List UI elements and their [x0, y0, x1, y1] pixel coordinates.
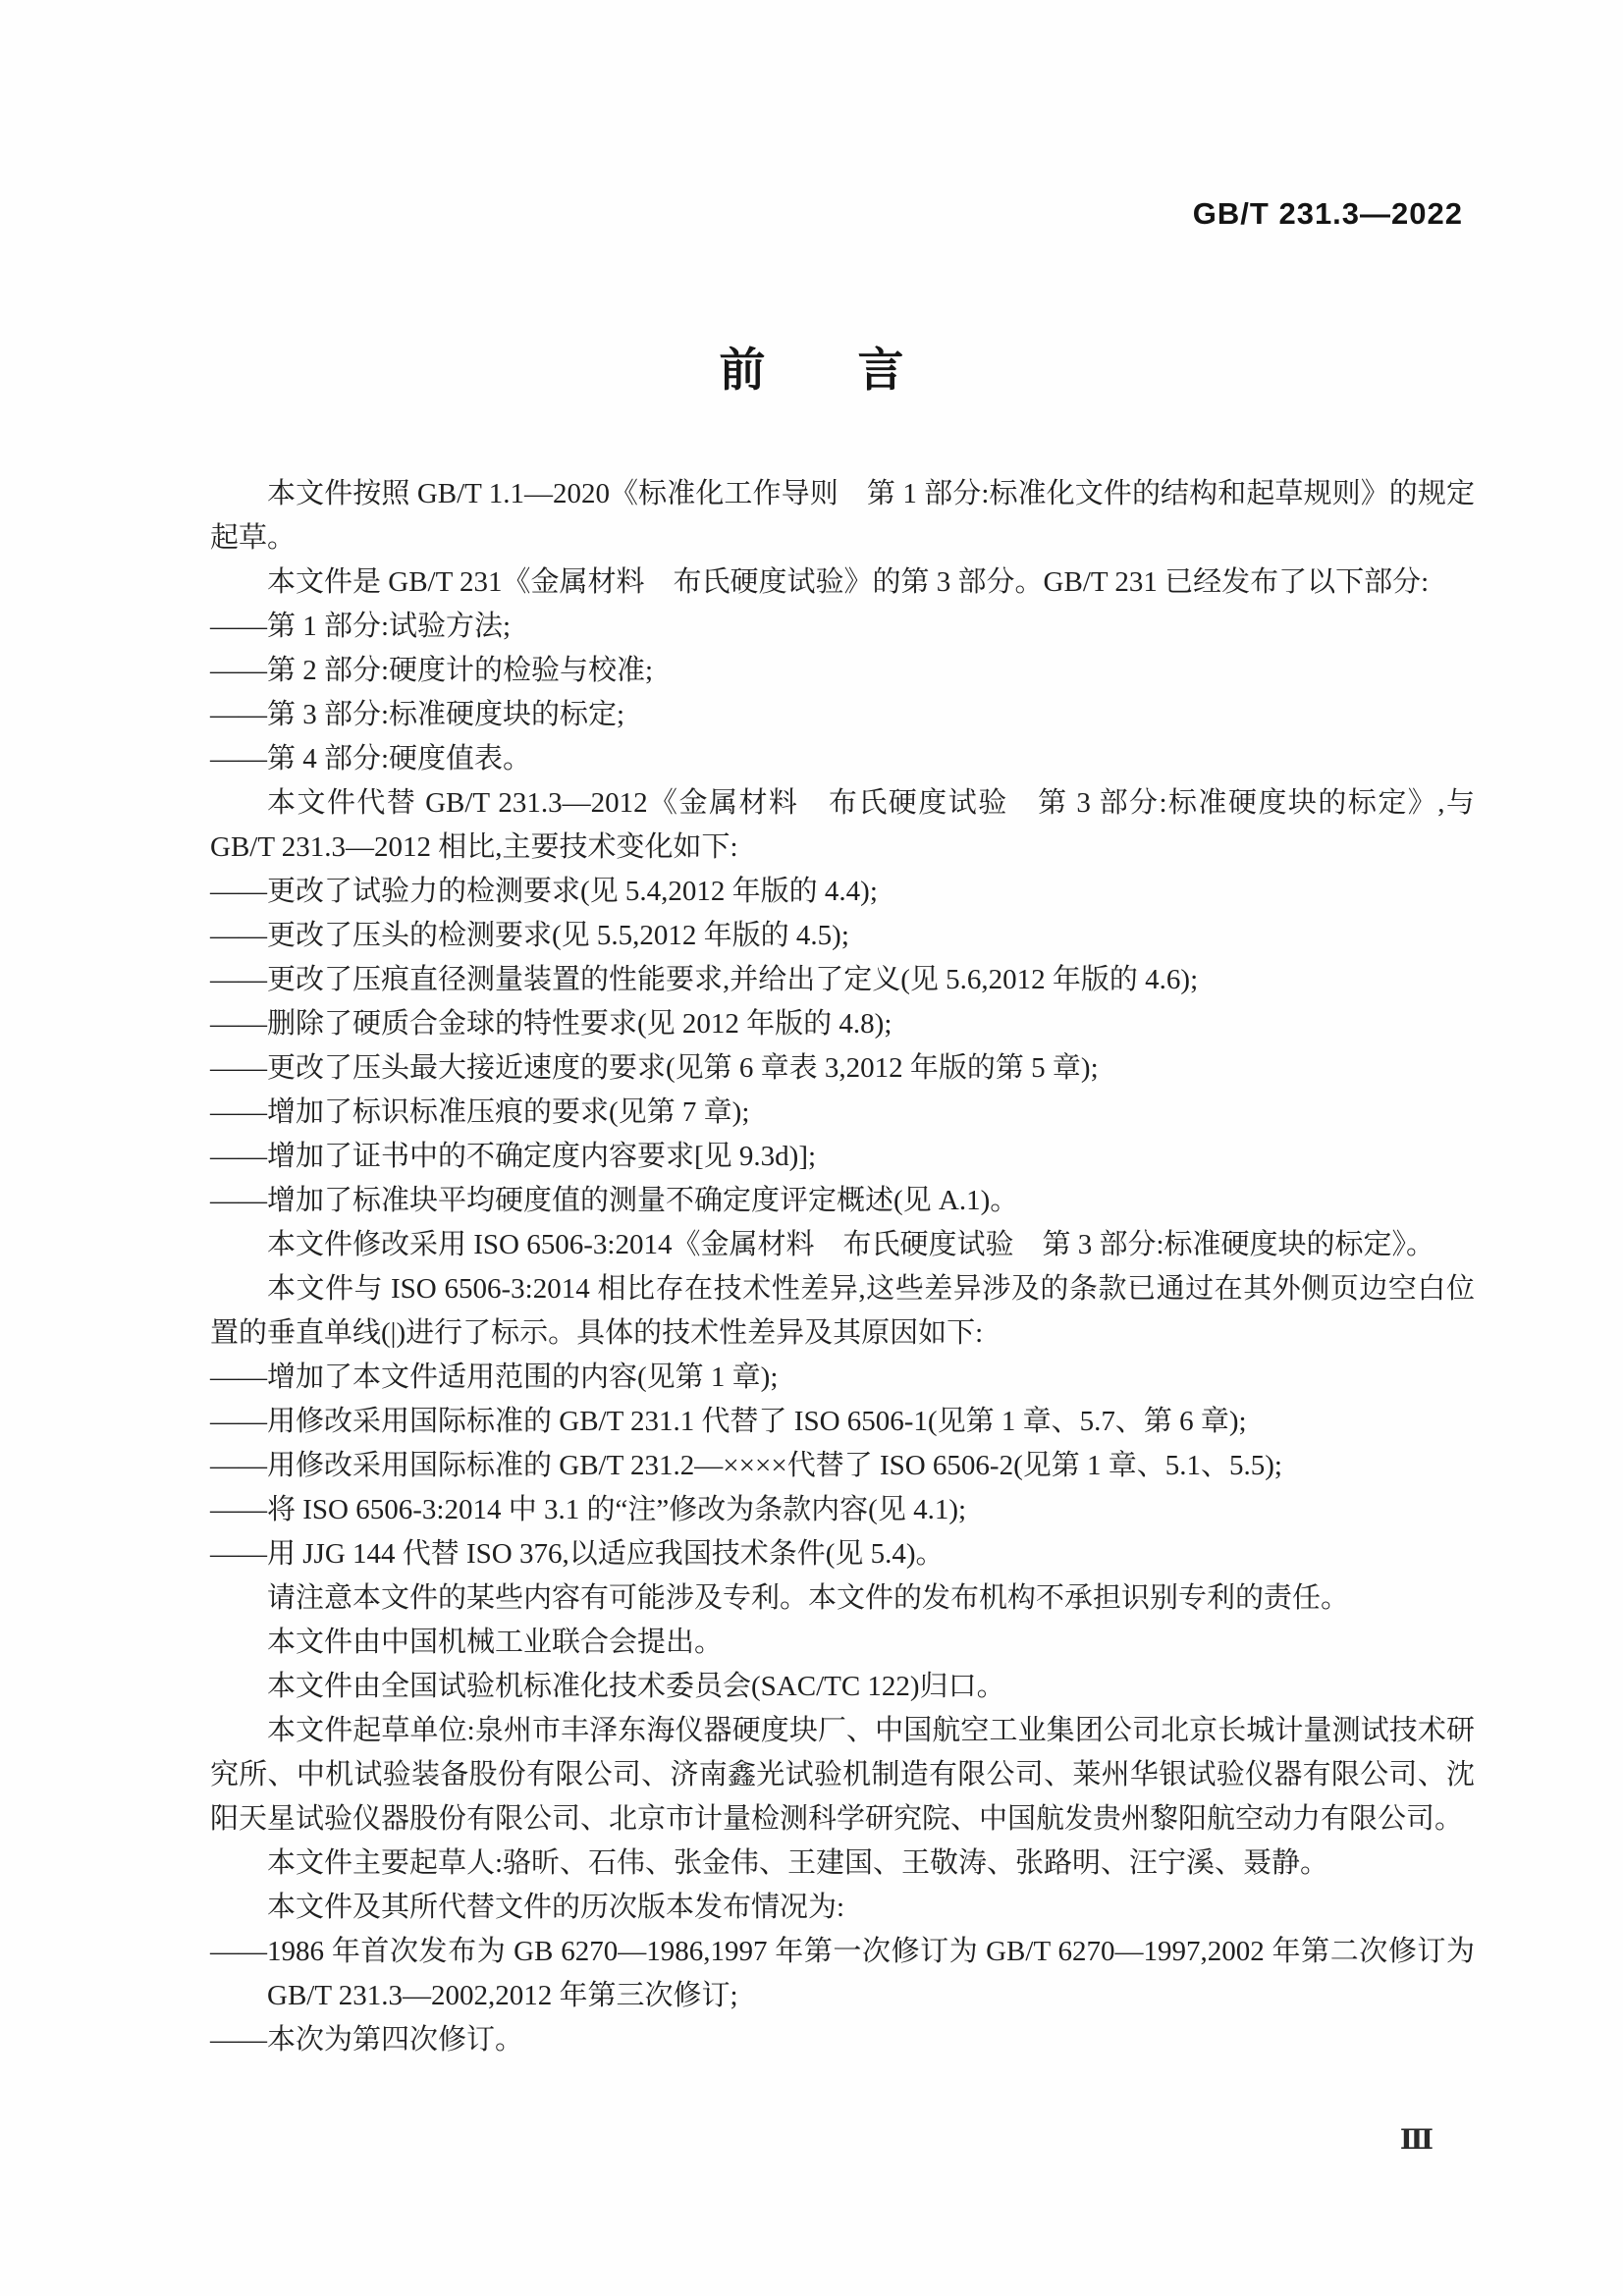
foreword-list-item: ——更改了压头最大接近速度的要求(见第 6 章表 3,2012 年版的第 5 章); [210, 1052, 1099, 1084]
standard-code: GB/T 231.3—2022 [1192, 196, 1463, 231]
foreword-list-item: ——用修改采用国际标准的 GB/T 231.2—××××代替了 ISO 6506-2(见第 1 章、5.1、5.5); [210, 1450, 1282, 1481]
foreword-list-item: ——1986 年首次发布为 GB 6270—1986,1997 年第一次修订为 GB/T 6270—1997,2002 年第二次修订为 GB/T 231.3—2002,2012 年第三次修订; [210, 1936, 1475, 2011]
page-title: 前 言 [719, 344, 904, 396]
foreword-list-item: ——增加了标识标准压痕的要求(见第 7 章); [210, 1096, 750, 1128]
foreword-list-item: ——用修改采用国际标准的 GB/T 231.1 代替了 ISO 6506-1(见第 1 章、5.7、第 6 章); [210, 1406, 1247, 1437]
foreword-paragraph: 本文件代替 GB/T 231.3—2012《金属材料 布氏硬度试验 第 3 部分:标准硬度块的标定》,与 GB/T 231.3—2012 相比,主要技术变化如下: [210, 787, 1475, 863]
foreword-list-item: ——第 1 部分:试验方法; [210, 611, 512, 642]
foreword-paragraph: 本文件起草单位:泉州市丰泽东海仪器硬度块厂、中国航空工业集团公司北京长城计量测试技术研究所、中机试验装备股份有限公司、济南鑫光试验机制造有限公司、莱州华银试验仪器有限公司、沈阳天星试验仪器股份有限公司、北京市计量检测科学研究院、中国航发贵州黎阳航空动力有限公司。 [210, 1715, 1475, 1835]
foreword-paragraph: 请注意本文件的某些内容有可能涉及专利。本文件的发布机构不承担识别专利的责任。 [267, 1582, 1350, 1614]
foreword-list-item: ——第 2 部分:硬度计的检验与校准; [210, 655, 654, 686]
foreword-paragraph: 本文件是 GB/T 231《金属材料 布氏硬度试验》的第 3 部分。GB/T 231 已经发布了以下部分: [267, 566, 1430, 598]
foreword-body [210, 472, 1475, 2062]
foreword-list-item: ——更改了压痕直径测量装置的性能要求,并给出了定义(见 5.6,2012 年版的 4.6); [210, 964, 1199, 995]
foreword-list-item: ——增加了本文件适用范围的内容(见第 1 章); [210, 1362, 779, 1393]
foreword-paragraph: 本文件修改采用 ISO 6506-3:2014《金属材料 布氏硬度试验 第 3 部分:标准硬度块的标定》。 [267, 1229, 1435, 1260]
foreword-paragraph: 本文件按照 GB/T 1.1—2020《标准化工作导则 第 1 部分:标准化文件的结构和起草规则》的规定起草。 [210, 478, 1475, 554]
foreword-list-item: ——删除了硬质合金球的特性要求(见 2012 年版的 4.8); [210, 1008, 893, 1040]
foreword-list-item: ——将 ISO 6506-3:2014 中 3.1 的“注”修改为条款内容(见 4.1); [210, 1494, 967, 1525]
foreword-paragraph: 本文件及其所代替文件的历次版本发布情况为: [267, 1892, 845, 1923]
page-number: Ⅲ [1399, 2125, 1434, 2156]
foreword-list-item: ——增加了证书中的不确定度内容要求[见 9.3d)]; [210, 1141, 817, 1172]
foreword-list-item: ——更改了试验力的检测要求(见 5.4,2012 年版的 4.4); [210, 876, 878, 907]
foreword-list-item: ——本次为第四次修订。 [210, 2024, 524, 2056]
foreword-list-item: ——更改了压头的检测要求(见 5.5,2012 年版的 4.5); [210, 920, 849, 951]
foreword-list-item: ——用 JJG 144 代替 ISO 376,以适应我国技术条件(见 5.4)。 [210, 1538, 945, 1570]
foreword-list-item: ——增加了标准块平均硬度值的测量不确定度评定概述(见 A.1)。 [210, 1185, 1019, 1216]
foreword-paragraph: 本文件由中国机械工业联合会提出。 [267, 1627, 724, 1658]
foreword-paragraph: 本文件主要起草人:骆昕、石伟、张金伟、王建国、王敬涛、张路明、汪宁溪、聂静。 [267, 1847, 1329, 1879]
foreword-list-item: ——第 3 部分:标准硬度块的标定; [210, 699, 625, 730]
foreword-paragraph: 本文件由全国试验机标准化技术委员会(SAC/TC 122)归口。 [267, 1671, 1005, 1702]
foreword-list-item: ——第 4 部分:硬度值表。 [210, 743, 532, 774]
foreword-paragraph: 本文件与 ISO 6506-3:2014 相比存在技术性差异,这些差异涉及的条款已通过在其外侧页边空白位置的垂直单线(|)进行了标示。具体的技术性差异及其原因如下: [210, 1273, 1475, 1349]
